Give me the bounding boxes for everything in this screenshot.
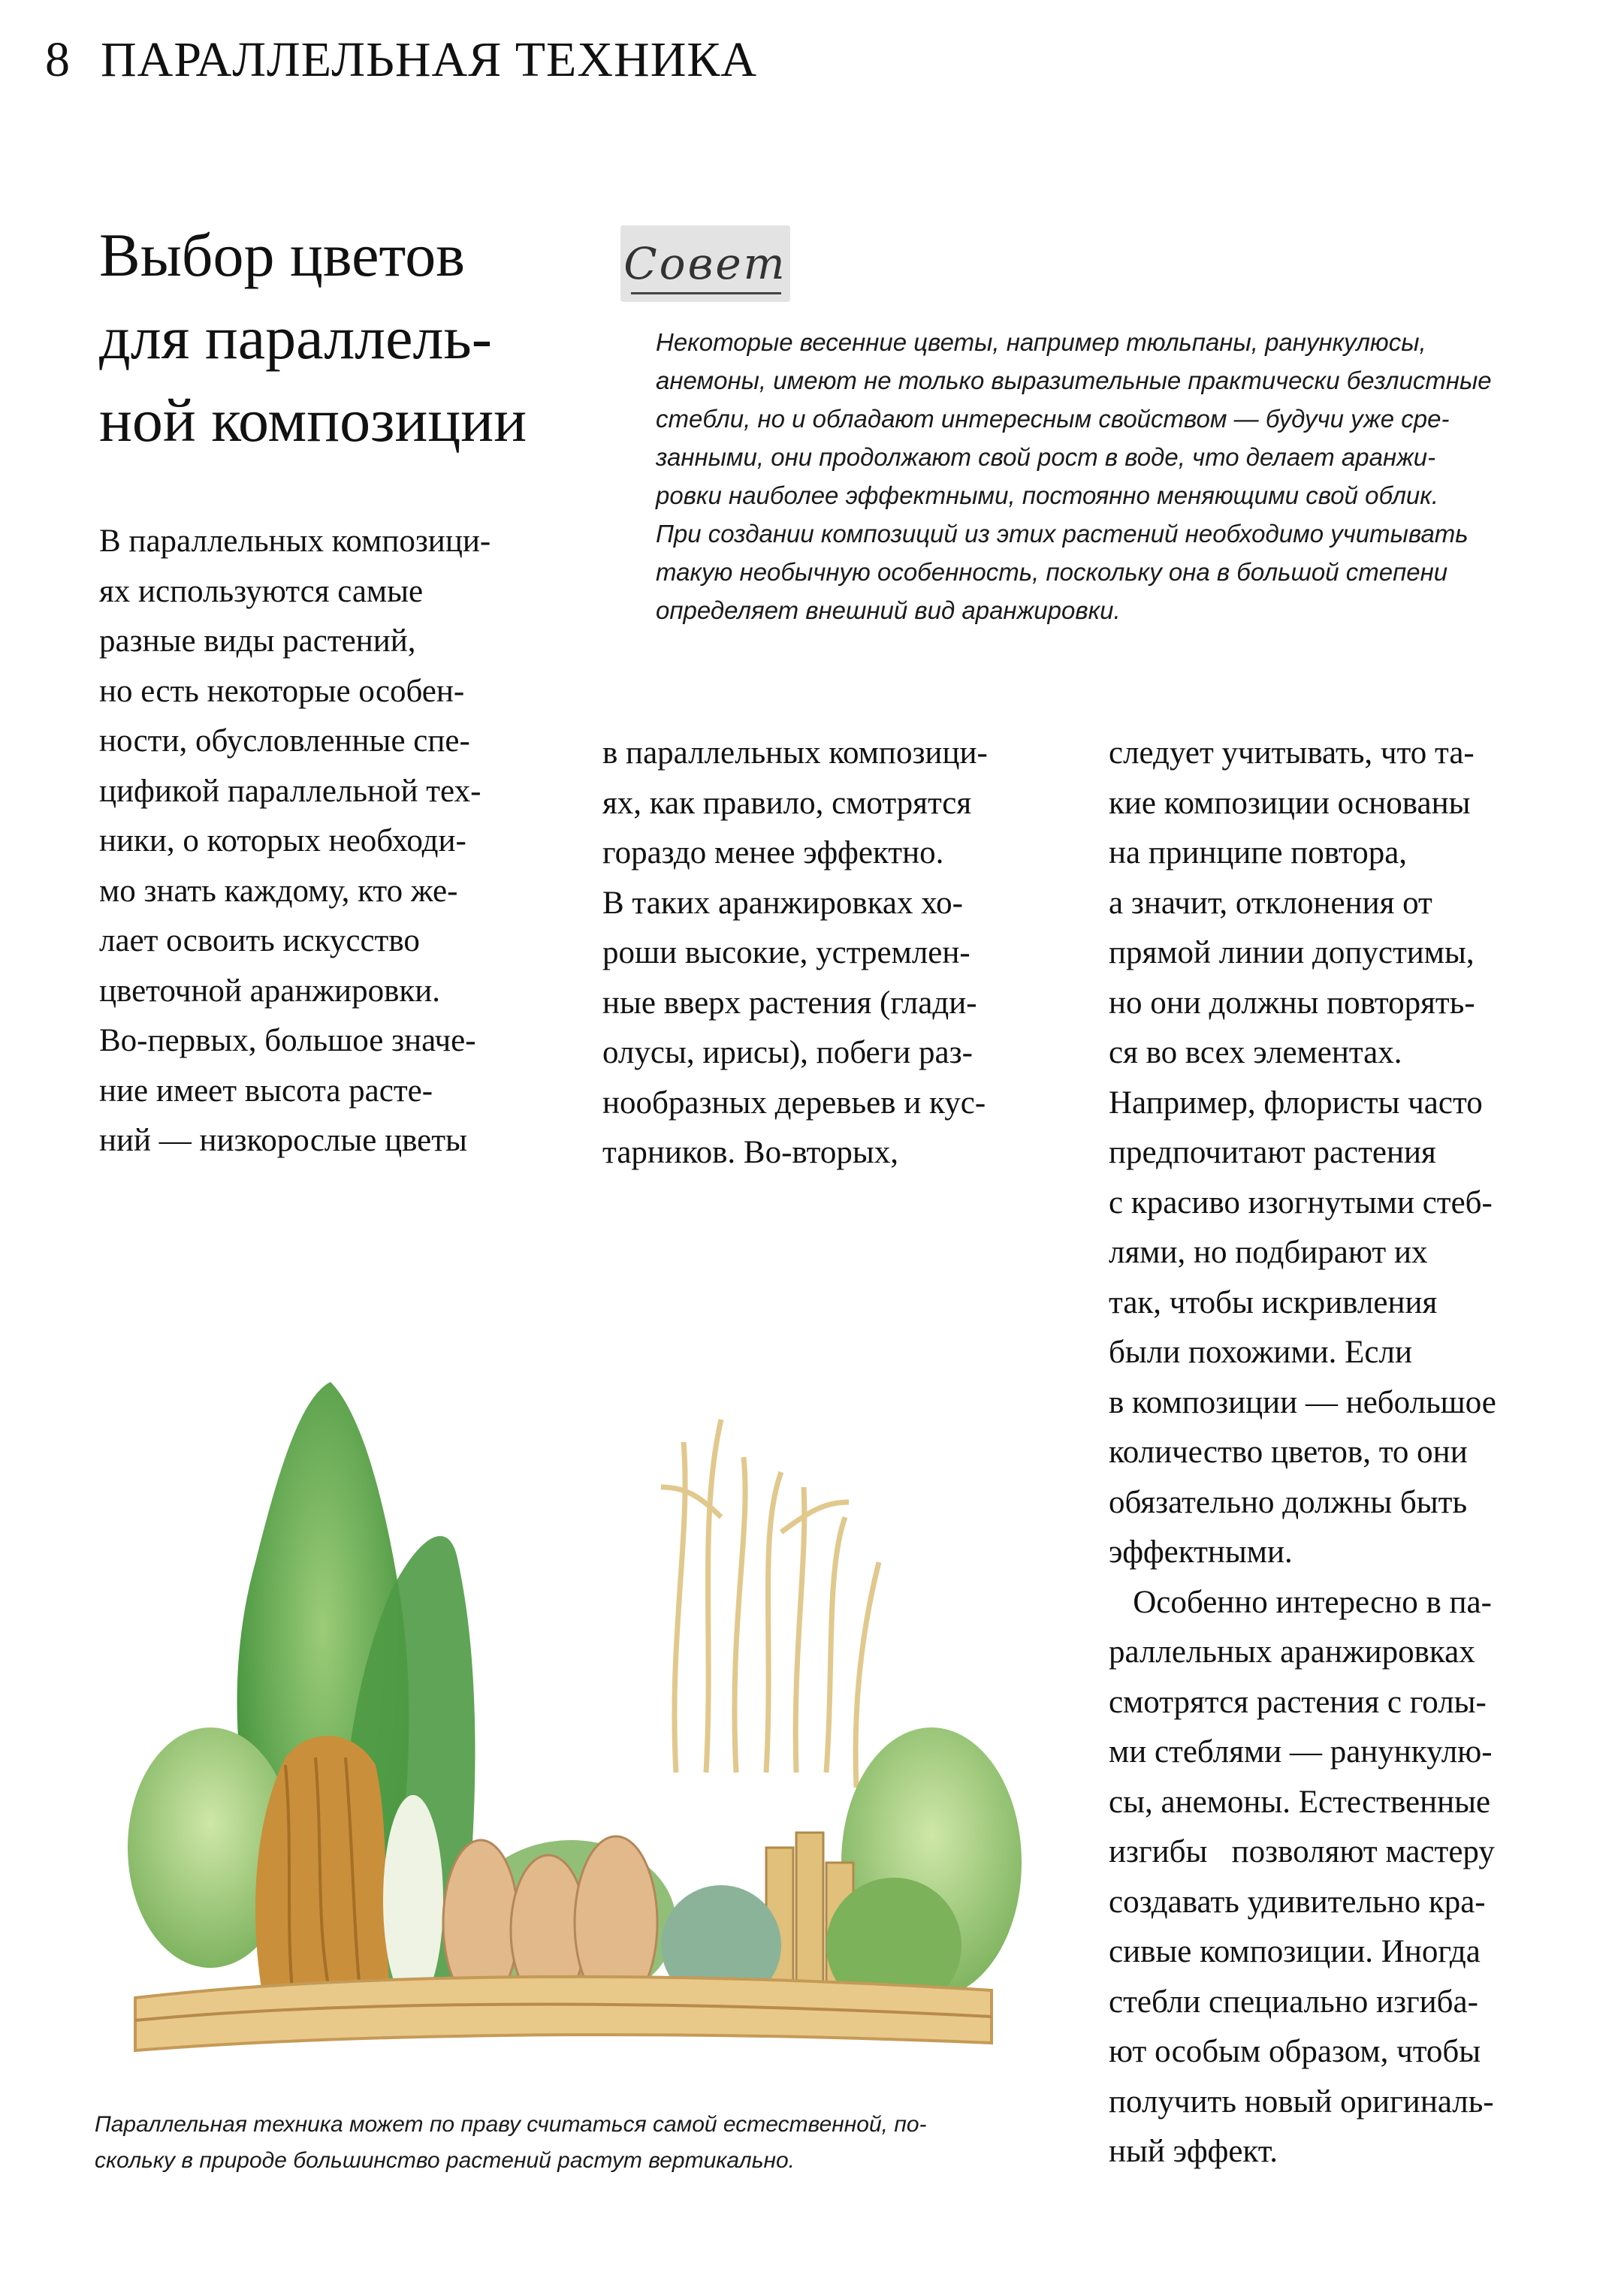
tip-line: такую необычную особенность, поскольку она в большой степени (656, 558, 1448, 586)
body-line: ние имеет высота расте- (99, 1073, 433, 1109)
running-header (45, 32, 757, 89)
body-line: тарников. Во-вторых, (602, 1135, 899, 1170)
body-line: мо знать каждому, кто же- (99, 873, 458, 909)
body-line: ся во всех элементах. (1109, 1035, 1402, 1070)
body-line: Во-первых, большое значе- (99, 1023, 476, 1058)
title-line: Выбор цветов (99, 221, 465, 289)
body-line: сивые композиции. Иногда (1109, 1934, 1481, 1969)
arrangement-base (135, 1977, 992, 2050)
body-line: В параллельных композици- (99, 523, 491, 559)
body-line: роши высокие, устремлен- (602, 935, 970, 970)
body-line: цификой параллельной тех- (99, 773, 481, 809)
body-line: ный эффект. (1109, 2134, 1278, 2169)
tip-line: При создании композиций из этих растений необходимо учитывать (656, 520, 1469, 548)
body-line: прямой линии допустимы, (1109, 935, 1475, 970)
body-line: изгибы позволяют мастеру (1109, 1834, 1495, 1869)
body-line: с красиво изогнутыми стеб- (1109, 1184, 1493, 1220)
body-line: эффектными. (1109, 1534, 1293, 1570)
tip-line: Некоторые весенние цветы, например тюльпаны, ранункулюсы, (656, 328, 1426, 356)
body-line: лает освоить искусство (99, 923, 420, 958)
body-line: раллельных аранжировках (1109, 1634, 1475, 1670)
body-line: ях, как правило, смотрятся (602, 785, 972, 821)
caption-line: Параллельная техника может по праву считаться самой естественной, по- (95, 2112, 927, 2137)
body-line: но они должны повторять- (1109, 985, 1475, 1021)
body-line: в параллельных композици- (602, 735, 988, 771)
body-line: получить новый оригиналь- (1109, 2083, 1494, 2120)
tip-label: Совет (620, 225, 790, 302)
body-line: так, чтобы искривления (1109, 1284, 1438, 1320)
section-title: ПАРАЛЛЕЛЬНАЯ ТЕХНИКА (101, 32, 758, 87)
body-line: а значит, отклонения от (1109, 885, 1432, 921)
body-line: создавать удивительно кра- (1109, 1884, 1486, 1920)
article-title (99, 214, 610, 462)
title-line: ной композиции (99, 386, 527, 454)
body-column-2 (602, 729, 1068, 1178)
tip-line: анемоны, имеют не только выразительные практически безлистные (656, 367, 1492, 394)
body-line: кие композиции основаны (1109, 785, 1471, 821)
body-column-3 (1109, 729, 1597, 2177)
body-line: стебли специально изгиба- (1109, 1984, 1478, 2020)
tip-line: занными, они продолжают свой рост в воде, что делает аранжи- (656, 443, 1436, 471)
caption-line: скольку в природе большинство растений растут вертикально. (95, 2148, 795, 2173)
body-line: обязательно должны быть (1109, 1484, 1468, 1520)
body-line: нообразных деревьев и кус- (602, 1085, 986, 1121)
body-line: ях используются самые (99, 573, 424, 609)
white-flower-column (383, 1795, 443, 2005)
body-column-1 (99, 517, 565, 1166)
parallel-arrangement-illustration (105, 1247, 1044, 2073)
body-line: олусы, ирисы), побеги раз- (602, 1035, 973, 1070)
body-line: следует учитывать, что та- (1109, 735, 1475, 771)
body-line: ники, о которых необходи- (99, 823, 466, 858)
body-line: количество цветов, то они (1109, 1435, 1468, 1470)
body-line: смотрятся растения с голы- (1109, 1684, 1487, 1720)
body-line: Особенно интересно в па- (1109, 1584, 1492, 1620)
title-line: для параллель- (99, 303, 493, 372)
body-line: лями, но подбирают их (1109, 1235, 1428, 1270)
body-line: сы, анемоны. Естественные (1109, 1784, 1491, 1820)
body-line: В таких аранжировках хо- (602, 885, 963, 921)
body-line: но есть некоторые особен- (99, 673, 465, 709)
body-line: цветочной аранжировки. (99, 973, 441, 1009)
body-line: гораздо менее эффектно. (602, 835, 944, 870)
bare-stems (661, 1420, 879, 1788)
tip-label-underline (631, 292, 781, 294)
figure-caption (95, 2107, 1026, 2179)
tip-text (656, 323, 1595, 629)
body-line: в композиции — небольшое (1109, 1384, 1496, 1420)
body-line: разные виды растений, (99, 623, 416, 659)
body-line: на принципе повтора, (1109, 835, 1408, 870)
body-line: ности, обусловленные спе- (99, 723, 470, 759)
body-line: ют особым образом, чтобы (1109, 2034, 1481, 2069)
tip-line: определяет внешний вид аранжировки. (656, 596, 1121, 624)
tip-line: стебли, но и обладают интересным свойством — будучи уже сре- (656, 405, 1450, 433)
body-line: ные вверх растения (глади- (602, 985, 977, 1021)
body-line: ми стеблями — ранункулю- (1109, 1734, 1493, 1770)
body-line: предпочитают растения (1109, 1135, 1436, 1170)
body-line: были похожими. Если (1109, 1335, 1412, 1370)
body-line: ний — низкорослые цветы (99, 1123, 467, 1158)
tip-line: ровки наиболее эффектными, постоянно меняющими свой облик. (656, 481, 1439, 509)
body-line: Например, флористы часто (1109, 1085, 1483, 1121)
page-number: 8 (45, 32, 71, 87)
